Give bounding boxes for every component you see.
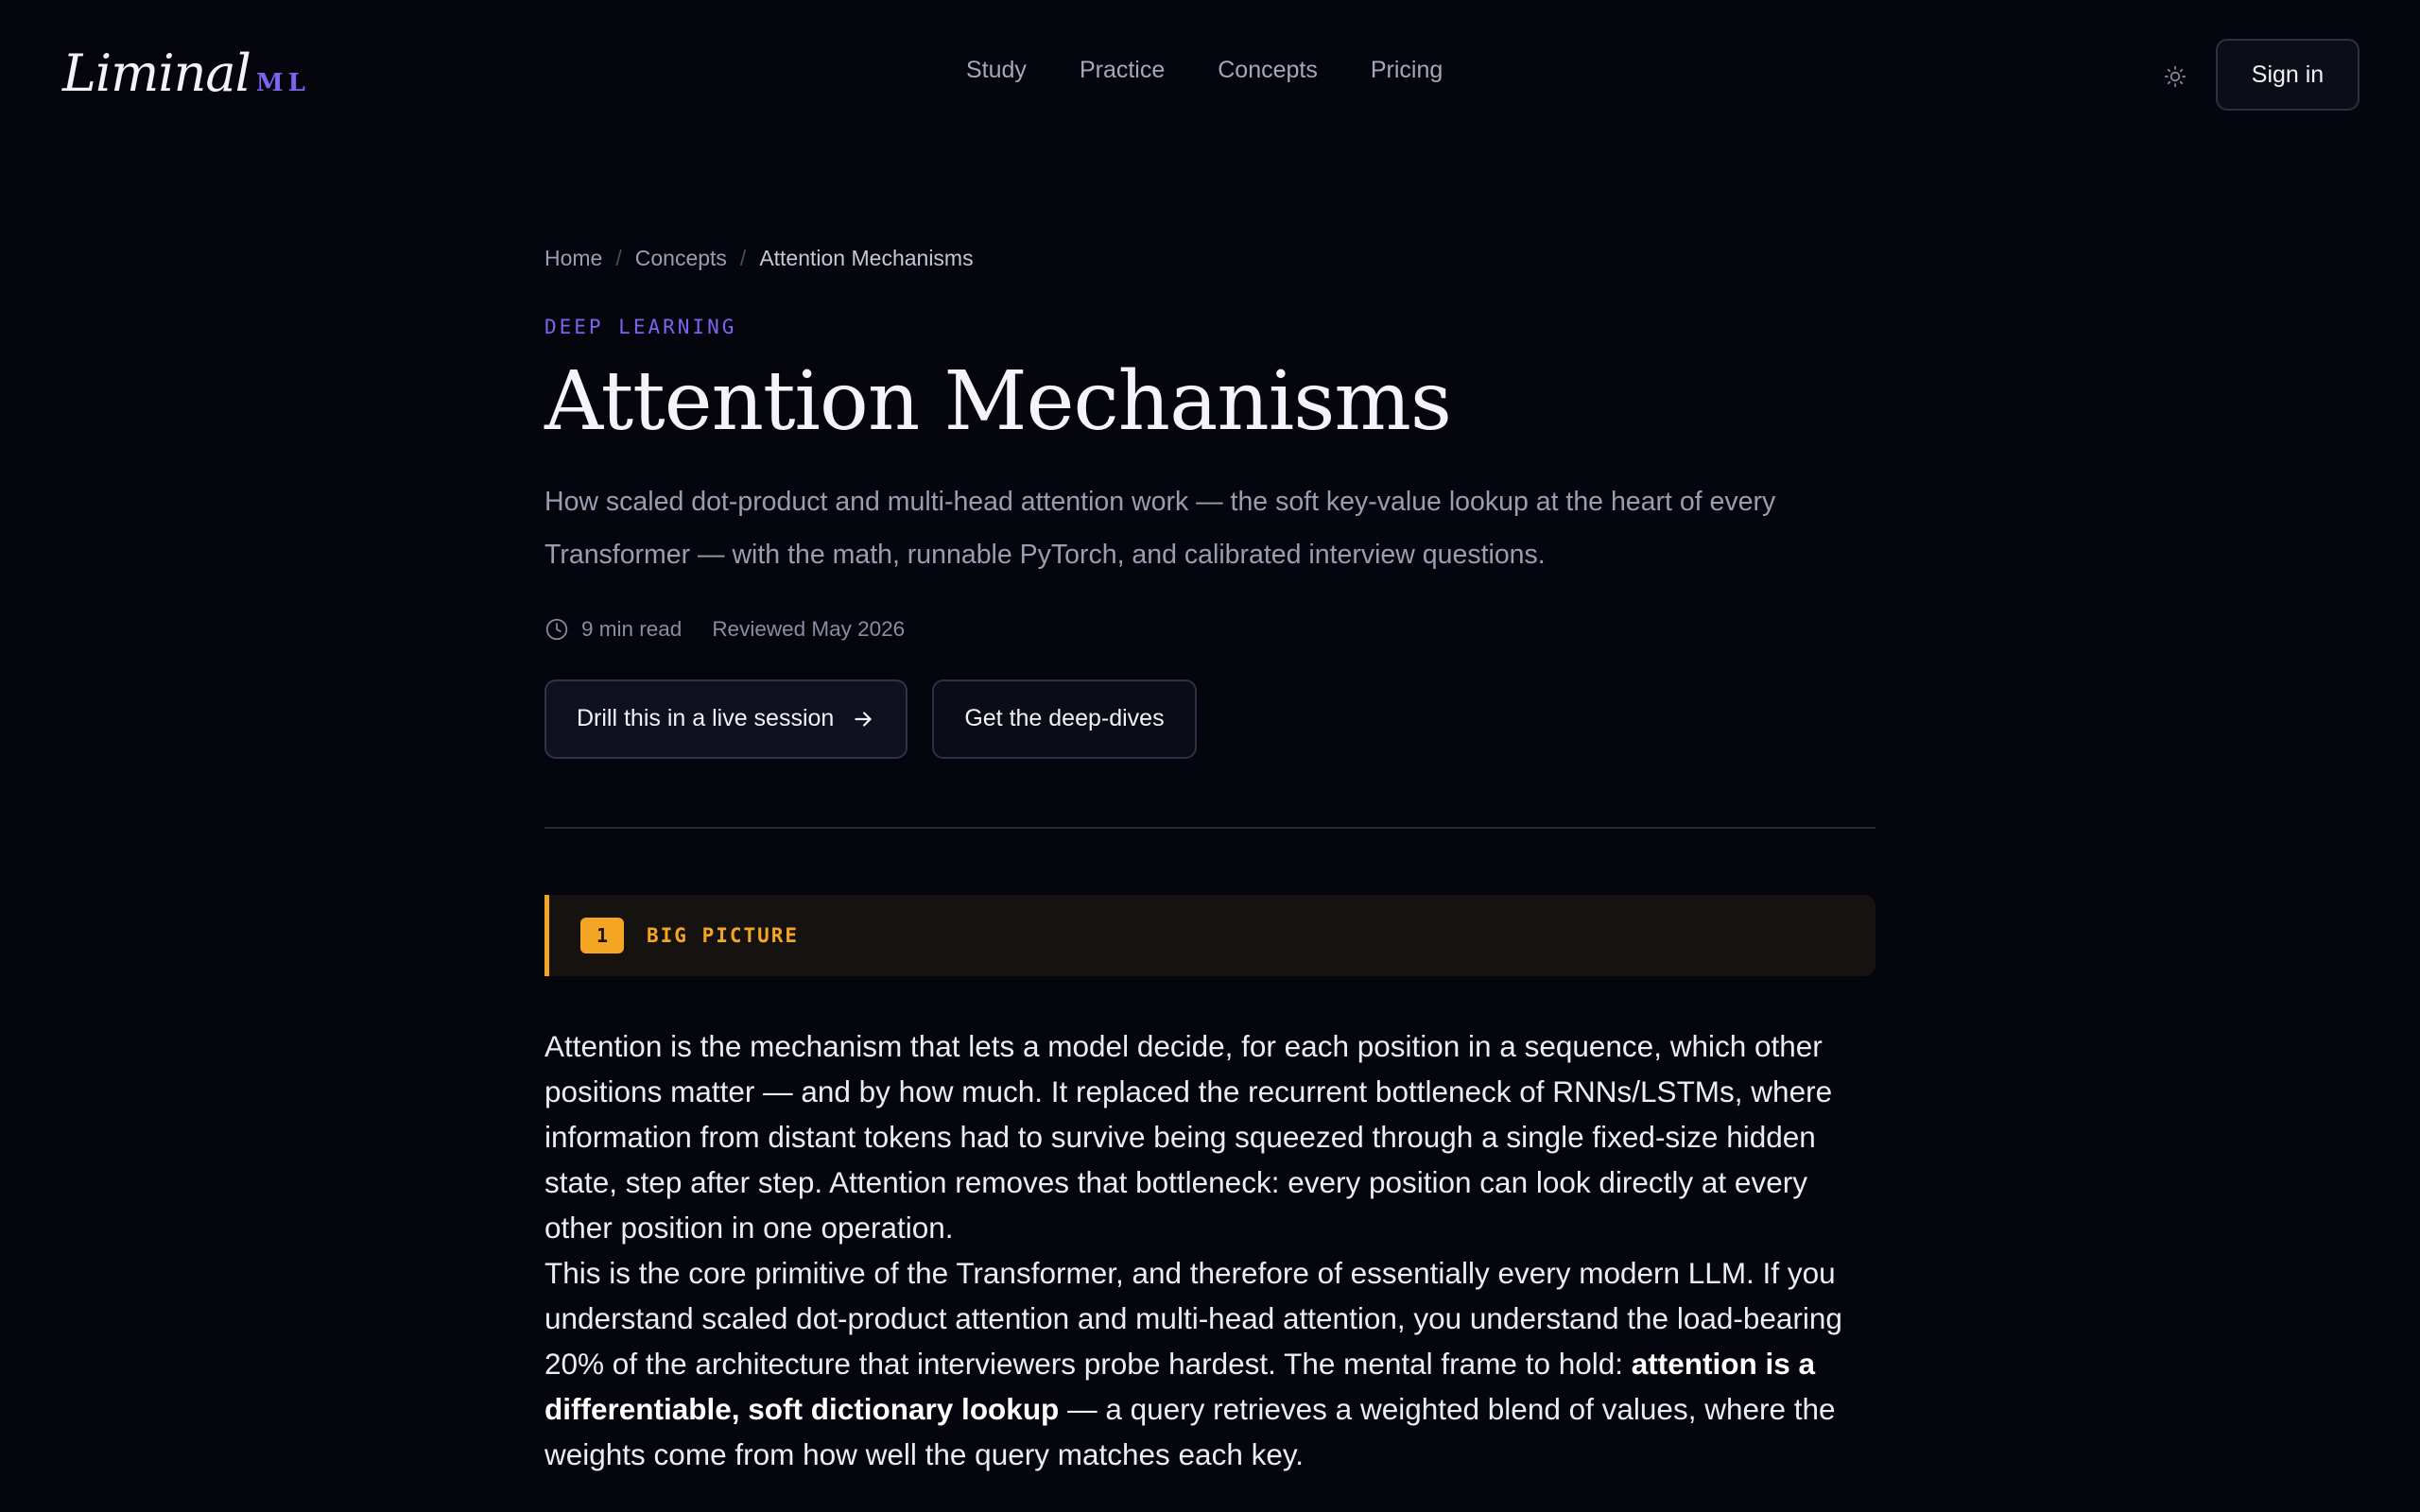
section-body: [544, 1023, 1877, 1477]
paragraph-emphasis: attention is a differentiable, soft dictionary lookup: [544, 1346, 1816, 1426]
sun-icon: [2163, 64, 2187, 89]
article-main: [544, 242, 1876, 1477]
arrow-right-icon: [851, 707, 875, 731]
site-header: [0, 0, 2420, 149]
section-label: BIG PICTURE: [647, 923, 800, 947]
theme-toggle-button[interactable]: [2159, 60, 2191, 93]
breadcrumb-home[interactable]: Home: [544, 245, 603, 270]
article-meta: [544, 617, 1876, 642]
section-number-badge: 1: [580, 918, 624, 954]
divider: [544, 827, 1876, 829]
breadcrumb-separator: /: [615, 245, 622, 270]
live-session-label: Drill this in a live session: [577, 705, 835, 732]
brand-name: Liminal: [62, 43, 251, 103]
nav-item-practice[interactable]: Practice: [1079, 57, 1166, 83]
read-time: [544, 617, 682, 642]
read-time-text: 9 min read: [581, 616, 683, 641]
nav-item-study[interactable]: Study: [966, 57, 1027, 83]
breadcrumb: [544, 242, 1876, 274]
deep-dives-button[interactable]: Get the deep-dives: [932, 679, 1196, 759]
category-label: DEEP LEARNING: [544, 316, 737, 338]
reviewed-date: Reviewed May 2026: [712, 616, 906, 641]
main-nav: [966, 57, 1443, 84]
breadcrumb-concepts[interactable]: Concepts: [634, 245, 727, 270]
section-header: [544, 895, 1876, 976]
breadcrumb-separator: /: [739, 245, 747, 270]
paragraph: [544, 1250, 1877, 1477]
paragraph-text: — a query retrieves a weighted blend of values, where the weights come from how well the query matches each key.: [544, 1391, 1836, 1471]
paragraph-text: This is the core primitive of the Transformer, and therefore of essentially every modern LLM. If you understand scaled dot-product attention and multi-head attention, you understand the load-bearing 20% of the architecture that interviewers probe hardest. The mental frame to hold:: [544, 1255, 1842, 1381]
clock-icon: [544, 617, 569, 642]
nav-item-pricing[interactable]: Pricing: [1370, 57, 1443, 83]
brand-suffix: ML: [255, 69, 310, 97]
nav-item-concepts[interactable]: Concepts: [1218, 57, 1318, 83]
live-session-button[interactable]: [544, 679, 908, 759]
breadcrumb-current: Attention Mechanisms: [759, 245, 974, 270]
paragraph: Attention is the mechanism that lets a model decide, for each position in a sequence, which other positions matter — and by how much. It replaced the recurrent bottleneck of RNNs/LSTMs, where information from distant tokens had to survive being squeezed through a single fixed-size hidden state, step after step. Attention removes that bottleneck: every position can look directly at every other position in one operation.: [544, 1028, 1833, 1245]
page-title: Attention Mechanisms: [544, 354, 1452, 449]
brand-logo[interactable]: [62, 43, 310, 103]
sign-in-button[interactable]: Sign in: [2216, 39, 2360, 111]
article-lede: How scaled dot-product and multi-head attention work — the soft key-value lookup at the heart of every Transformer — with the math, runnable PyTorch, and calibrated interview questions.: [544, 486, 1776, 570]
cta-row: [544, 679, 1876, 759]
